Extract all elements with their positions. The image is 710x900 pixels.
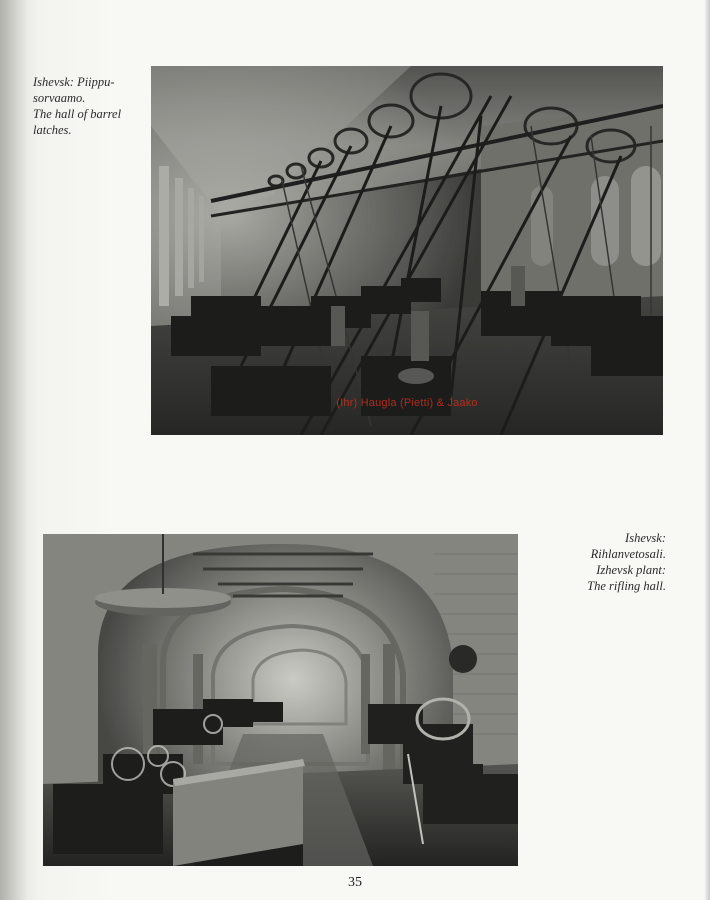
caption-top <box>33 74 121 138</box>
caption-bottom-line-2: Rihlanvetosali. <box>590 547 666 561</box>
caption-top-line-3: The hall of barrel <box>33 107 122 121</box>
photo-rifling-hall-image <box>43 534 518 866</box>
photo-barrel-hall-image <box>151 66 663 435</box>
gutter-shadow <box>0 0 28 900</box>
caption-top-line-4: latches. <box>33 123 72 137</box>
caption-bottom-line-4: The rifling hall. <box>587 579 666 593</box>
caption-top-line-2: sorvaamo. <box>33 91 86 105</box>
caption-bottom <box>587 530 666 594</box>
page-edge <box>704 0 710 900</box>
photo-watermark: (Ihr) Haugla (Pietti) & Jaako <box>336 397 478 409</box>
photo-rifling-hall <box>43 534 518 866</box>
page-number: 35 <box>348 875 362 890</box>
caption-bottom-line-3: Izhevsk plant: <box>596 563 666 577</box>
photo-barrel-hall <box>151 66 663 435</box>
caption-bottom-line-1: Ishevsk: <box>625 531 666 545</box>
caption-top-line-1: Ishevsk: Piippu- <box>33 75 115 89</box>
